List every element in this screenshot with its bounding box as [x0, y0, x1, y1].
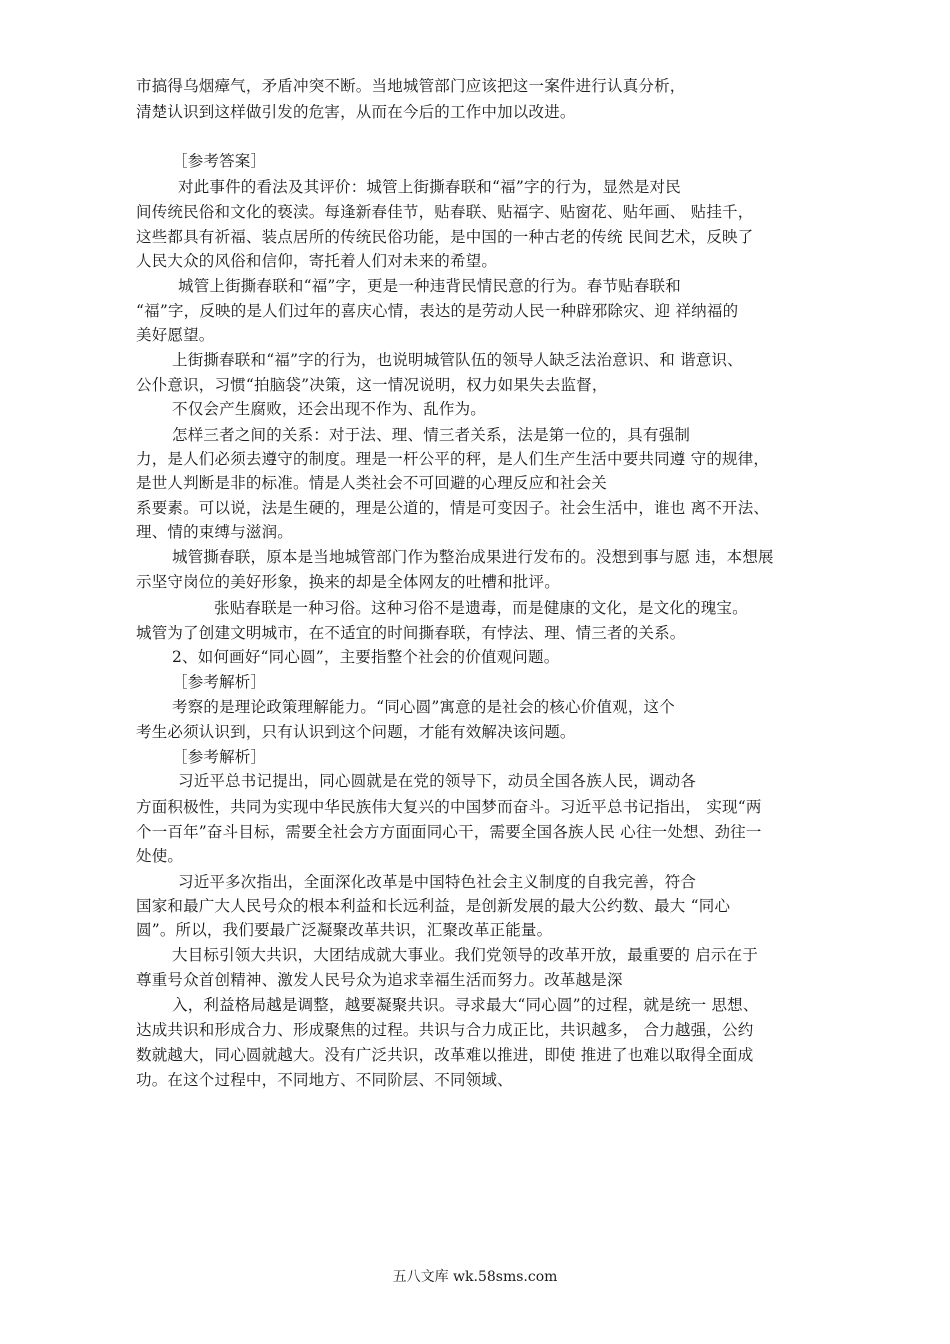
text-line: 系要素。可以说，法是生硬的，理是公道的，情是可变因子。社会生活中，谁也 离不开法、 [136, 499, 770, 517]
section-heading: ［参考答案］ [172, 152, 267, 170]
text-line: 处使。 [136, 847, 184, 865]
section-heading: ［参考解析］ [172, 673, 267, 691]
text-line: 功。在这个过程中，不同地方、不同阶层、不同领域、 [136, 1071, 513, 1089]
text-line: 人民大众的风俗和信仰，寄托着人们对未来的希望。 [136, 252, 498, 270]
text-line: 圆”。所以，我们要最广泛凝聚改革共识，汇聚改革正能量。 [136, 921, 553, 939]
text-line: 尊重号众首创精神、激发人民号众为追求幸福生活而努力。改革越是深 [136, 971, 623, 989]
text-line: 方面积极性，共同为实现中华民族伟大复兴的中国梦而奋斗。习近平总书记指出， 实现“两 [136, 798, 762, 816]
text-line: 数就越大，同心圆就越大。没有广泛共识，改革难以推进，即使 推进了也难以取得全面成 [136, 1046, 754, 1064]
text-line: 是世人判断是非的标准。情是人类社会不可回避的心理反应和社会关 [136, 474, 608, 492]
text-line: 习近平总书记提出，同心圆就是在党的领导下，动员全国各族人民，调动各 [178, 772, 697, 790]
section-heading: ［参考解析］ [172, 748, 267, 766]
footer-watermark: 五八文库 wk.58sms.com [392, 1269, 558, 1285]
text-line: 市搞得乌烟瘴气，矛盾冲突不断。当地城管部门应该把这一案件进行认真分析， [136, 77, 686, 95]
text-line: 城管上街撕春联和“福”字，更是一种违背民情民意的行为。春节贴春联和 [178, 277, 681, 295]
text-line: 城管撕春联，原本是当地城管部门作为整治成果进行发布的。没想到事与愿 违，本想展 [172, 548, 774, 566]
text-line: 不仅会产生腐败，还会出现不作为、乱作为。 [172, 400, 487, 418]
text-line: 示坚守岗位的美好形象，换来的却是全体网友的吐槽和批评。 [136, 573, 560, 591]
text-line: 这些都具有祈福、装点居所的传统民俗功能，是中国的一种古老的传统 民间艺术，反映了 [136, 228, 754, 246]
text-line: 国家和最广大人民号众的根本利益和长远利益，是创新发展的最大公约数、最大 “同心 [136, 897, 731, 915]
text-line: 上街撕春联和“福”字的行为，也说明城管队伍的领导人缺乏法治意识、和 谐意识、 [172, 351, 743, 369]
text-line: 考生必须认识到，只有认识到这个问题，才能有效解决该问题。 [136, 723, 576, 741]
text-line: 对此事件的看法及其评价：城管上街撕春联和“福”字的行为，显然是对民 [178, 178, 681, 196]
text-line: “福”字，反映的是人们过年的喜庆心情，表达的是劳动人民一种辟邪除灾、迎 祥纳福的 [136, 302, 739, 320]
text-line: 达成共识和形成合力、形成聚焦的过程。共识与合力成正比，共识越多， 合力越强，公约 [136, 1021, 754, 1039]
text-line: 力，是人们必须去遵守的制度。理是一杆公平的秤，是人们生产生活中要共同遵 守的规律， [136, 450, 770, 468]
text-line: 怎样三者之间的关系：对于法、理、情三者关系，法是第一位的，具有强制 [172, 426, 691, 444]
question-heading: 2、如何画好“同心圆”，主要指整个社会的价值观问题。 [172, 648, 560, 666]
text-line: 习近平多次指出，全面深化改革是中国特色社会主义制度的自我完善，符合 [178, 873, 697, 891]
text-line: 美好愿望。 [136, 326, 215, 344]
text-line: 清楚认识到这样做引发的危害，从而在今后的工作中加以改进。 [136, 103, 576, 121]
text-line: 公仆意识，习惯“拍脑袋”决策，这一情况说明，权力如果失去监督， [136, 376, 608, 394]
text-line: 张贴春联是一种习俗。这种习俗不是遗毒，而是健康的文化，是文化的瑰宝。 [214, 599, 748, 617]
text-line: 考察的是理论政策理解能力。“同心圆”寓意的是社会的核心价值观，这个 [172, 698, 675, 716]
text-line: 间传统民俗和文化的亵渎。每逢新春佳节，贴春联、贴福字、贴窗花、贴年画、 贴挂千， [136, 203, 754, 221]
text-line: 个一百年”奋斗目标，需要全社会方方面面同心干，需要全国各族人民 心往一处想、劲往一 [136, 823, 762, 841]
text-line: 理、情的束缚与滋润。 [136, 523, 294, 541]
text-line: 入，利益格局越是调整，越要凝聚共识。寻求最大“同心圆”的过程，就是统一 思想、 [172, 996, 759, 1014]
text-line: 城管为了创建文明城市，在不适宜的时间撕春联，有悖法、理、情三者的关系。 [136, 624, 686, 642]
text-line: 大目标引领大共识，大团结成就大事业。我们党领导的改革开放，最重要的 启示在于 [172, 946, 759, 964]
